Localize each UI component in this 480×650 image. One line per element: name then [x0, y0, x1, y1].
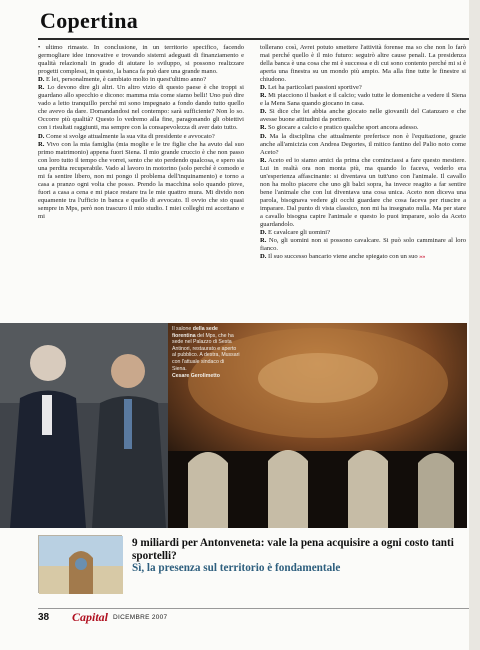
paragraph-text: Aceto ed io siamo amici da prima che cominciassi a fare questo mestiere. Lui in realtà ora non monta più, ma quando lo faceva, vederlo era un'esperienza affascinante: si diventava un tutt'uno con l'animale. Il cavallo non ha molto piacere che uno gli balzi sopra, ha invece reagito a far sentire bene l'animale che con lui diventava una cosa unica. Aceto non diceva una parola, bisognava vedere gli occhi guardare che cosa faceva per riuscire a imparare. Dal punto di vista classico, non mi ha insegnato nulla. Ma per stare a cavallo bisogna capire l'animale e questo lo puoi imparare, solo da Aceto guardandolo. — [260, 156, 466, 229]
article-paragraph — [260, 92, 466, 108]
speaker-label: R. — [260, 156, 267, 164]
speaker-label: R. — [260, 92, 267, 100]
article-paragraph — [260, 124, 466, 132]
speaker-label: D. — [260, 84, 267, 92]
speaker-label: D. — [38, 132, 45, 140]
page-gutter — [469, 0, 480, 650]
teaser-thumbnail — [38, 535, 122, 593]
header-rule — [38, 38, 470, 40]
paragraph-text: Il suo successo bancario viene anche spiegato con un suo — [268, 253, 418, 261]
speaker-label: R. — [260, 237, 267, 245]
speaker-label: R. — [38, 140, 45, 148]
article-paragraph — [38, 84, 244, 132]
paragraph-text: Si dice che lei abbia anche giocato nelle giovanili del Catanzaro e che avesse buone attitudini da portiere. — [260, 108, 466, 124]
paragraph-text: E lei, personalmente, è cambiato molto in quest'ultimo anno? — [46, 76, 207, 84]
paragraph-text: E cavalcare gli uomini? — [268, 229, 331, 237]
article-column-left — [38, 44, 244, 312]
speaker-label: R. — [38, 84, 45, 92]
paragraph-text: Come si svolge attualmente la sua vita di presidente e avvocato? — [46, 132, 215, 140]
section-rubric: Copertina — [40, 8, 139, 33]
article-paragraph — [260, 133, 466, 157]
paragraph-text: Mi piacciono il basket e il calcio; vado tutte le domeniche a vedere il Siena e la Mens Sana quando giocano in casa. — [260, 92, 466, 108]
article-paragraph — [38, 44, 244, 76]
photo-portrait-illustration — [0, 323, 168, 528]
speaker-label: D. — [260, 253, 267, 261]
magazine-name: Capital — [72, 610, 109, 624]
teaser-line-question: 9 miliardi per Antonveneta: vale la pena acquisire a ogni costo tanti sportelli? — [132, 537, 454, 562]
article-column-right — [260, 44, 466, 312]
paragraph-text: Lei ha particolari passioni sportive? — [268, 84, 362, 92]
paragraph-text: tollerano così, Avrei potuto smettere l'attività forense ma so che non lo farò mai perché quello è il mio futuro: seguirò altre cause penali. La presidenza della banca è una cosa che mi è successa e di cui sono contento perché mi si è aperta una finestra su un mondo più ampio. Ma alla fine tutte le finestre si chiudono. — [260, 44, 466, 84]
paragraph-text: No, gli uomini non si possono cavalcare. Si può solo camminare al loro fianco. — [260, 237, 466, 253]
speaker-label: D. — [260, 132, 267, 140]
speaker-label: R. — [260, 124, 267, 132]
article-paragraph — [38, 76, 244, 84]
photo-portrait-men — [0, 323, 168, 528]
paragraph-text: Ma la disciplina che attualmente preferisce non è l'equitazione, grazie anche all'amicizia con Andrea Degortes, il mitico fantino del Palio noto come Aceto? — [260, 132, 466, 156]
paragraph-text: • ultimo rimaste. In conclusione, in un territorio specifico, facendo germogliare idee innovative e trovando sistemi adeguati di finanziamento e qualità relazionali in grado di aiutare lo sviluppo, si possono realizzare progetti complessi, in questo, la banca fa può dare una grande mano. — [38, 44, 244, 76]
continued-mark: »» — [419, 254, 426, 261]
caption-lead: Il salone — [172, 326, 192, 332]
speaker-label: D. — [260, 108, 267, 116]
caption-credit: Cesare Gerolimetto — [172, 373, 220, 380]
footer-rule — [38, 608, 470, 609]
issue-date: DICEMBRE 2007 — [113, 614, 168, 621]
article-paragraph — [260, 157, 466, 229]
speaker-label: D. — [260, 229, 267, 237]
article-paragraph — [260, 44, 466, 84]
article-paragraph — [260, 237, 466, 253]
caption-bold: della sede fiorentina — [172, 326, 218, 339]
article-paragraph — [260, 253, 466, 261]
article-paragraph — [260, 84, 466, 92]
teaser-thumbnail-illustration — [39, 536, 123, 594]
article-paragraph — [260, 229, 466, 237]
caption-body: del Mps, che ha sede nel Palazzo di Sesta Antinori, restaurato e aperto al pubblico. A destra, Mussari con l'attuale sindaco di Siena. — [172, 332, 240, 372]
article-paragraph — [38, 133, 244, 141]
speaker-label: D. — [38, 76, 45, 84]
page-number: 38 — [38, 612, 50, 623]
teaser-line-answer: Sì, la presenza sul territorio è fondamentale — [132, 562, 341, 575]
teaser-headline — [132, 537, 472, 575]
article-paragraph — [260, 108, 466, 124]
paragraph-text: So giocare a calcio e pratico qualche sport ancora adesso. — [268, 124, 419, 132]
photo-caption — [172, 326, 240, 380]
paragraph-text: Lo devono dire gli altri. Un altro vizio di questo paese è che troppi si guardano allo specchio e dicono: mamma mia come siamo belli! Uno può dire vado a letto tranquillo perché mi sono impegnato a fondo dando tutto quello che avevo da dare. Domandandosi nel contempo: sarà sufficiente? Non lo so. Occorre più qualità? Questo lo vedremo alla fine, paragonando gli obiettivi con i risultati raggiunti, ma sempre con la consapevolezza di aver dato tutto. — [38, 84, 244, 132]
paragraph-text: Vivo con la mia famiglia (mia moglie e le tre figlie che ha avuto dal suo primo matrimonio) appena fuori Siena. Il mio grande cruccio è che non passo con loro tutto il tempo che vorrei, sento che sto perdendo qualcosa, e spero sia una perdita recuperabile. Vado al lavoro in motorino (solo perché è comodo e mi fa sentire libero, non mi pongo il problema dell'inquinamento) e torno a casa a pranzo ogni volta che posso. Prendo la macchina solo quando piove, fuori a casa a cena e mi piace restare tra le mie quattro mura. Mi divido non equamente tra l'ufficio in banca e quello di avvocato. Il ovvio che sto quasi sempre in Mps, però non trascuro il mio studio. I miei colleghi mi accettano e mi — [38, 140, 244, 220]
article-paragraph — [38, 141, 244, 221]
